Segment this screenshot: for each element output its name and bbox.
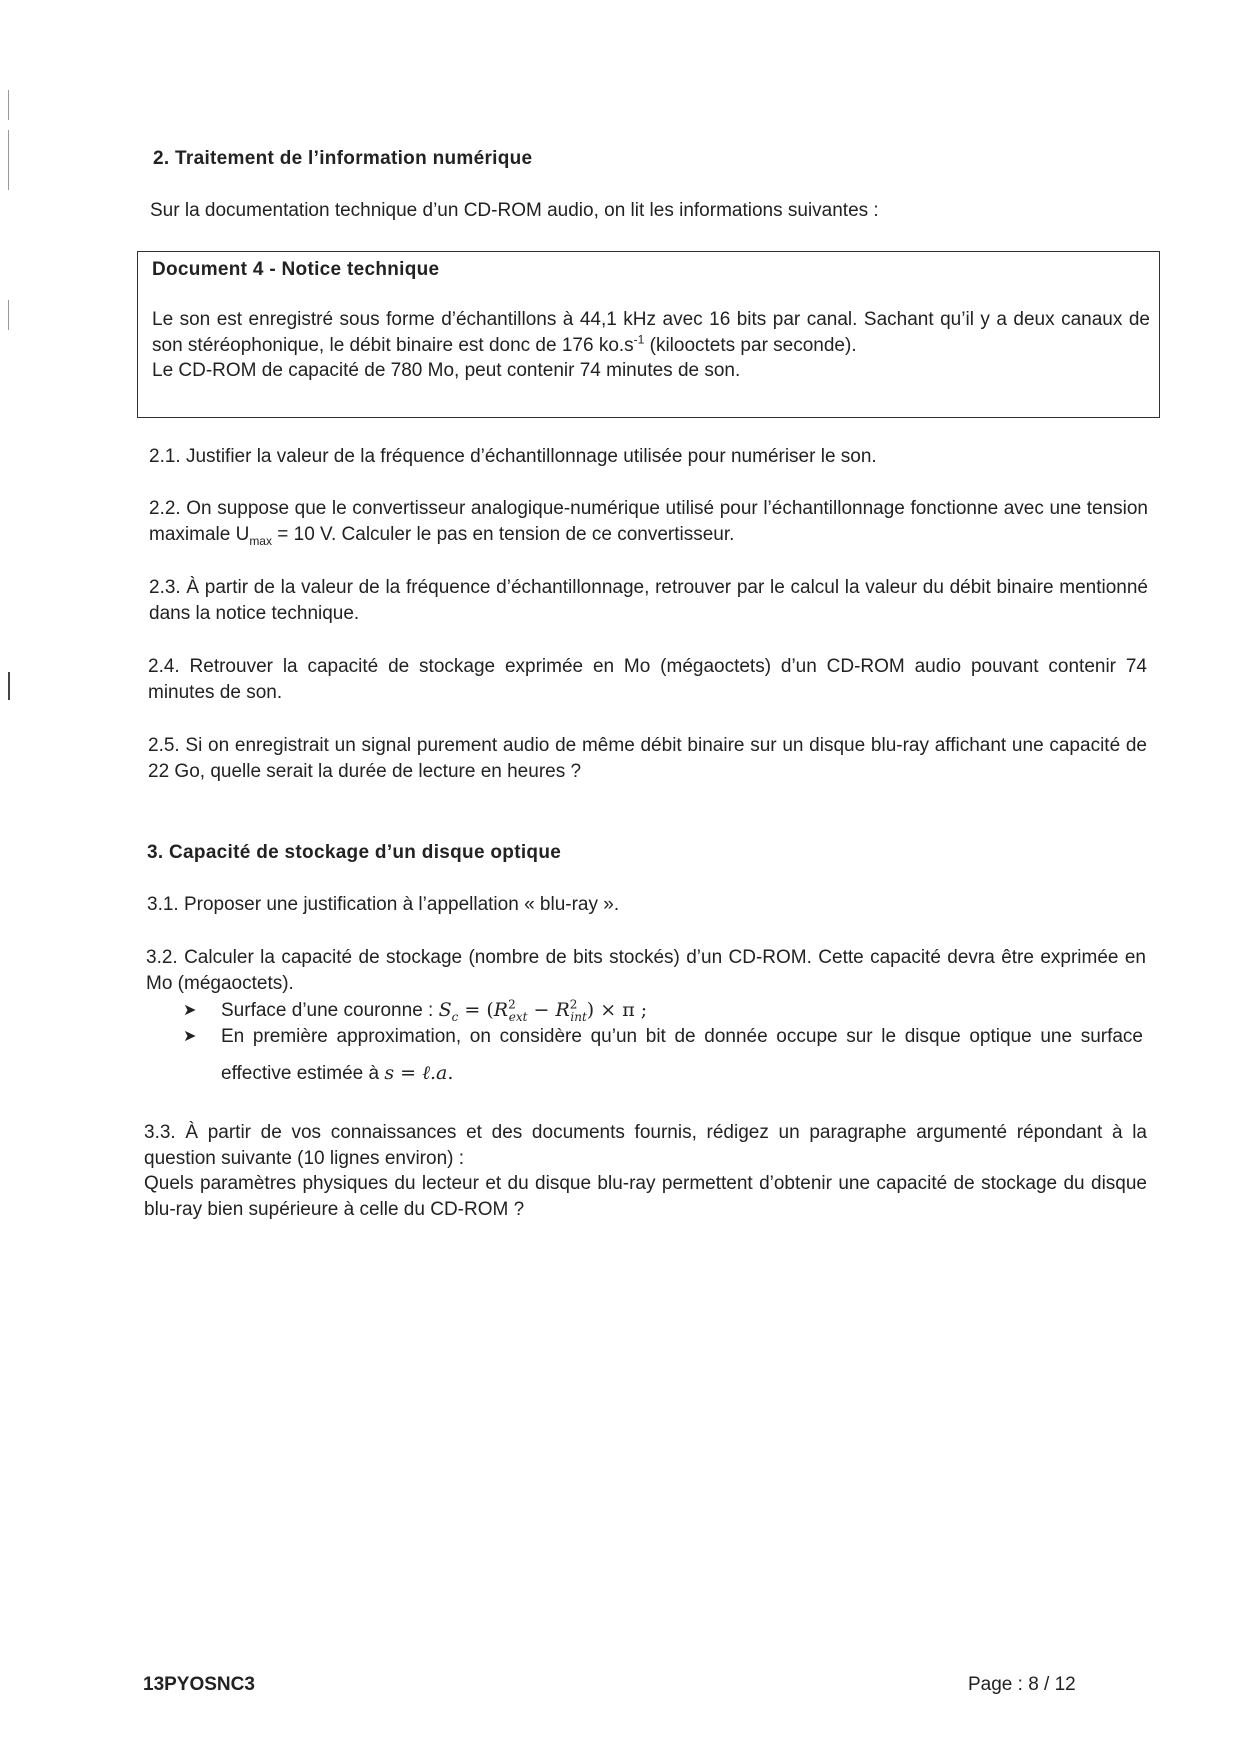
section-3-title: 3. Capacité de stockage d’un disque optique [147, 842, 562, 863]
question-3-3 [144, 1120, 1147, 1222]
question-2-4: 2.4. Retrouver la capacité de stockage exprimée en Mo (mégaoctets) d’un CD-ROM audio pouvant contenir 74 minutes de son. [148, 656, 1147, 703]
arrowhead-bullet-icon: ➤ [183, 1028, 197, 1045]
section-2-title: 2. Traitement de l’information numérique [153, 148, 533, 169]
question-2-3: 2.3. À partir de la valeur de la fréquence d’échantillonnage, retrouver par le calcul la valeur du débit binaire mentionné dans la notice technique. [149, 577, 1148, 624]
question-3-3-prompt: 3.3. À partir de vos connaissances et des documents fournis, rédigez un paragraphe argumenté répondant à la question suivante (10 lignes environ) : [144, 1122, 1147, 1169]
section-2-intro: Sur la documentation technique d’un CD-ROM audio, on lit les informations suivantes : [150, 200, 879, 221]
scan-mark [8, 672, 10, 700]
scan-mark [8, 90, 9, 120]
document-4-line-1: Le son est enregistré sous forme d’échantillons à 44,1 kHz avec 16 bits par canal. Sachant qu’il y a deux canaux de son stéréophonique, le débit binaire est donc de 176 $ko.s^{-1}$ (kilooctets par seconde). [152, 309, 1150, 356]
scan-mark [8, 300, 9, 330]
document-4-line-2: Le CD-ROM de capacité de 780 Mo, peut contenir 74 minutes de son. [152, 360, 741, 381]
footer-page-number: Page : 8 / 12 [968, 1674, 1076, 1695]
question-3-3-question: Quels paramètres physiques du lecteur et du disque blu-ray permettent d’obtenir une capacité de stockage du disque blu-ray bien supérieure à celle du CD-ROM ? [144, 1173, 1147, 1220]
bullet-2-text: En première approximation, on considère qu’un bit de donnée occupe sur le disque optique une surface effective estimée à s = ℓ.a. [221, 1026, 1143, 1084]
footer-exam-code: 13PYOSNC3 [143, 1674, 255, 1695]
question-3-1: 3.1. Proposer une justification à l’appellation « blu-ray ». [147, 894, 620, 915]
bullet-surface-bit [183, 1024, 1143, 1092]
question-2-5: 2.5. Si on enregistrait un signal purement audio de même débit binaire sur un disque blu-ray affichant une capacité de 22 Go, quelle serait la durée de lecture en heures ? [148, 735, 1147, 782]
question-2-1: 2.1. Justifier la valeur de la fréquence d’échantillonnage utilisée pour numériser le son. [149, 446, 877, 467]
document-4-body [152, 307, 1150, 384]
document-4-box [137, 251, 1160, 418]
question-2-2: 2.2. On suppose que le convertisseur analogique-numérique utilisé pour l’échantillonnage fonctionne avec une tension maximale $U_{max} = 10$ V. Calculer le pas en tension de ce convertisseur. [149, 498, 1148, 548]
scan-mark [8, 130, 9, 190]
question-3-2: 3.2. Calculer la capacité de stockage (nombre de bits stockés) d’un CD-ROM. Cette capacité devra être exprimée en Mo (mégaoctets). [146, 947, 1146, 994]
bullet-1-text: Surface d’une couronne : $S_c = (R^2_{ext} - R^2_{int}) \times \pi$ ; [221, 997, 648, 1024]
arrowhead-bullet-icon: ➤ [183, 1002, 197, 1019]
document-4-title: Document 4 - Notice technique [152, 259, 440, 280]
